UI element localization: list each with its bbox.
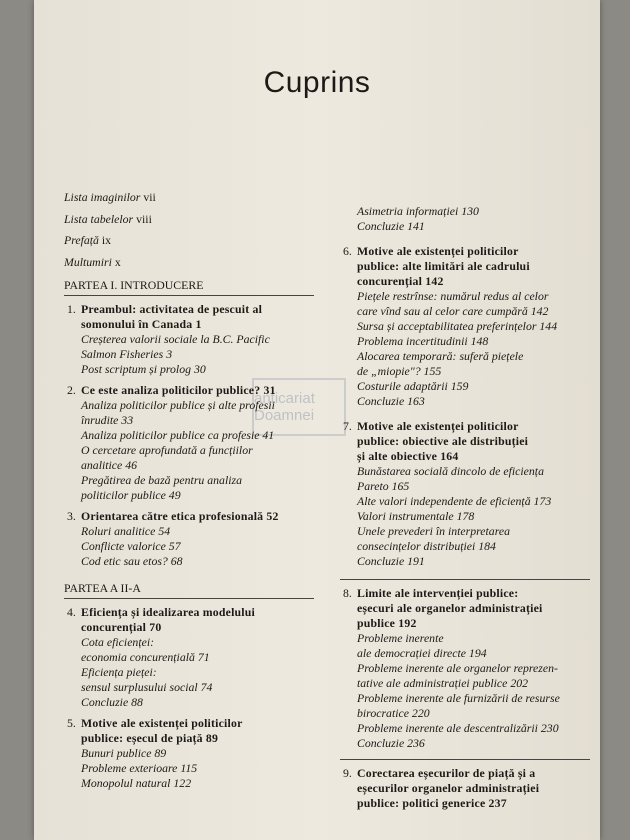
part-divider bbox=[64, 295, 314, 296]
toc-subsection: Concluzie 163 bbox=[357, 394, 425, 408]
chapter-number: 9. bbox=[343, 766, 352, 780]
toc-subsection: Probleme inerente bbox=[357, 631, 444, 645]
chapter-number: 6. bbox=[343, 244, 352, 258]
toc-chapter bbox=[64, 302, 334, 377]
toc-subsection: Cod etic sau etos? 68 bbox=[81, 553, 183, 568]
toc-front-item: Lista imaginilor vii bbox=[64, 190, 156, 204]
chapter-number: 4. bbox=[67, 604, 76, 619]
toc-subsection: Cota eficienței: bbox=[81, 634, 155, 649]
toc-subsection: sensul surplusului social 74 bbox=[81, 679, 213, 694]
toc-subsection: Probleme exterioare 115 bbox=[81, 760, 198, 775]
toc-subsection: Conflicte valorice 57 bbox=[81, 538, 181, 553]
toc-chapter bbox=[340, 419, 596, 569]
toc-chapter bbox=[64, 605, 334, 710]
toc-front-item: Prefață ix bbox=[64, 233, 112, 247]
chapter-title: publice: alte limitări ale cadrului bbox=[357, 259, 530, 273]
book-page bbox=[34, 0, 600, 840]
chapter-title: Motive ale existenței politicilor bbox=[357, 419, 519, 433]
chapter-title: Motive ale existenței politicilor bbox=[81, 715, 243, 730]
chapter-number: 2. bbox=[67, 382, 76, 397]
toc-subsection: Analiza politicilor publice și alte profesii bbox=[81, 397, 275, 412]
toc-subsection: Asimetria informației 130 bbox=[357, 204, 479, 218]
toc-continued bbox=[340, 204, 596, 234]
toc-front-item: Multumiri x bbox=[64, 254, 121, 269]
toc-chapter bbox=[340, 766, 596, 811]
chapter-title: publice: politici generice 237 bbox=[357, 796, 507, 810]
toc-chapter bbox=[64, 716, 334, 791]
chapter-title: concurențial 142 bbox=[357, 274, 444, 288]
part-heading: PARTEA A II-A bbox=[64, 580, 141, 595]
toc-front-item: Lista tabelelor viii bbox=[64, 211, 152, 226]
toc-chapter bbox=[64, 383, 334, 503]
toc-subsection: Sursa și acceptabilitatea preferințelor 144 bbox=[357, 319, 558, 333]
toc-subsection: Concluzie 88 bbox=[81, 694, 143, 709]
chapter-title: Orientarea către etica profesională 52 bbox=[81, 508, 279, 523]
watermark-logo: anticariat Doamnei bbox=[252, 378, 346, 436]
chapter-title: Motive ale existenței politicilor bbox=[357, 244, 519, 258]
toc-subsection: Probleme inerente ale descentralizării 230 bbox=[357, 721, 559, 735]
part-heading: PARTEA I. INTRODUCERE bbox=[64, 277, 204, 292]
chapter-number: 8. bbox=[343, 586, 352, 600]
toc-subsection: Monopolul natural 122 bbox=[81, 775, 192, 790]
toc-subsection: Probleme inerente ale furnizării de resurse bbox=[357, 691, 560, 705]
toc-subsection: Problema incertitudinii 148 bbox=[357, 334, 489, 348]
toc-subsection: tative ale administrației publice 202 bbox=[357, 676, 529, 690]
toc-chapter bbox=[340, 586, 596, 751]
toc-subsection: Pareto 165 bbox=[357, 479, 410, 493]
toc-subsection: Valori instrumentale 178 bbox=[357, 509, 475, 523]
chapter-title: somonului în Canada 1 bbox=[81, 316, 202, 331]
chapter-title: Preambul: activitatea de pescuit al bbox=[81, 301, 263, 316]
toc-subsection: Pregătirea de bază pentru analiza bbox=[81, 472, 242, 487]
chapter-title: Eficiența și idealizarea modelului bbox=[81, 604, 256, 619]
toc-subsection: Bunuri publice 89 bbox=[81, 745, 167, 760]
chapter-title: eșecurilor organelor administrației bbox=[357, 781, 540, 795]
toc-subsection: Roluri analitice 54 bbox=[81, 523, 171, 538]
toc-subsection: economia concurențială 71 bbox=[81, 649, 210, 664]
page-title: Cuprins bbox=[263, 66, 371, 99]
toc-subsection: Post scriptum și prolog 30 bbox=[81, 361, 206, 376]
toc-subsection: Alte valori independente de eficiență 173 bbox=[357, 494, 552, 508]
chapter-title: Corectarea eșecurilor de piață și a bbox=[357, 766, 536, 780]
toc-subsection: înrudite 33 bbox=[81, 412, 134, 427]
toc-subsection: O cercetare aprofundată a funcțiilor bbox=[81, 442, 253, 457]
toc-subsection: Bunăstarea socială dincolo de eficiența bbox=[357, 464, 544, 478]
toc-subsection: Analiza politicilor publice ca profesie 41 bbox=[81, 427, 275, 442]
toc-subsection: consecințelor distribuției 184 bbox=[357, 539, 496, 553]
chapter-title: publice: eșecul de piață 89 bbox=[81, 730, 219, 745]
toc-subsection: Concluzie 191 bbox=[357, 554, 425, 568]
chapter-title: concurențial 70 bbox=[81, 619, 162, 634]
toc-subsection: Piețele restrînse: numărul redus al celor bbox=[357, 289, 549, 303]
toc-subsection: politicilor publice 49 bbox=[81, 487, 181, 502]
toc-chapter bbox=[340, 244, 596, 409]
toc-chapter bbox=[64, 509, 334, 569]
toc-subsection: Concluzie 141 bbox=[357, 219, 425, 233]
chapter-number: 5. bbox=[67, 715, 76, 730]
chapter-title: publice 192 bbox=[357, 616, 417, 630]
chapter-title: publice: obiective ale distribuției bbox=[357, 434, 529, 448]
toc-right-column bbox=[340, 204, 596, 817]
toc-subsection: care vînd sau al celor care cumpără 142 bbox=[357, 304, 549, 318]
toc-subsection: Costurile adaptării 159 bbox=[357, 379, 469, 393]
part-divider bbox=[340, 579, 590, 580]
part-divider bbox=[64, 598, 314, 599]
toc-subsection: de „miopie"? 155 bbox=[357, 364, 442, 378]
chapter-title: Limite ale intervenției publice: bbox=[357, 586, 519, 600]
toc-subsection: Salmon Fisheries 3 bbox=[81, 346, 173, 361]
toc-subsection: birocratice 220 bbox=[357, 706, 430, 720]
chapter-number: 7. bbox=[343, 419, 352, 433]
toc-subsection: Concluzie 236 bbox=[357, 736, 425, 750]
toc-subsection: Creșterea valorii sociale la B.C. Pacific bbox=[81, 331, 270, 346]
toc-subsection: Alocarea temporară: suferă piețele bbox=[357, 349, 524, 363]
toc-subsection: analitice 46 bbox=[81, 457, 138, 472]
part-divider bbox=[340, 759, 590, 760]
chapter-title: eșecuri ale organelor administrației bbox=[357, 601, 543, 615]
toc-subsection: ale democrației directe 194 bbox=[357, 646, 487, 660]
toc-subsection: Probleme inerente ale organelor reprezen- bbox=[357, 661, 558, 675]
chapter-title: Ce este analiza politicilor publice? 31 bbox=[81, 382, 276, 397]
chapter-number: 3. bbox=[67, 508, 76, 523]
toc-subsection: Eficiența pieței: bbox=[81, 664, 157, 679]
toc-left-column bbox=[64, 190, 334, 797]
chapter-number: 1. bbox=[67, 301, 76, 316]
chapter-title: și alte obiective 164 bbox=[357, 449, 459, 463]
toc-subsection: Unele prevederi în interpretarea bbox=[357, 524, 510, 538]
